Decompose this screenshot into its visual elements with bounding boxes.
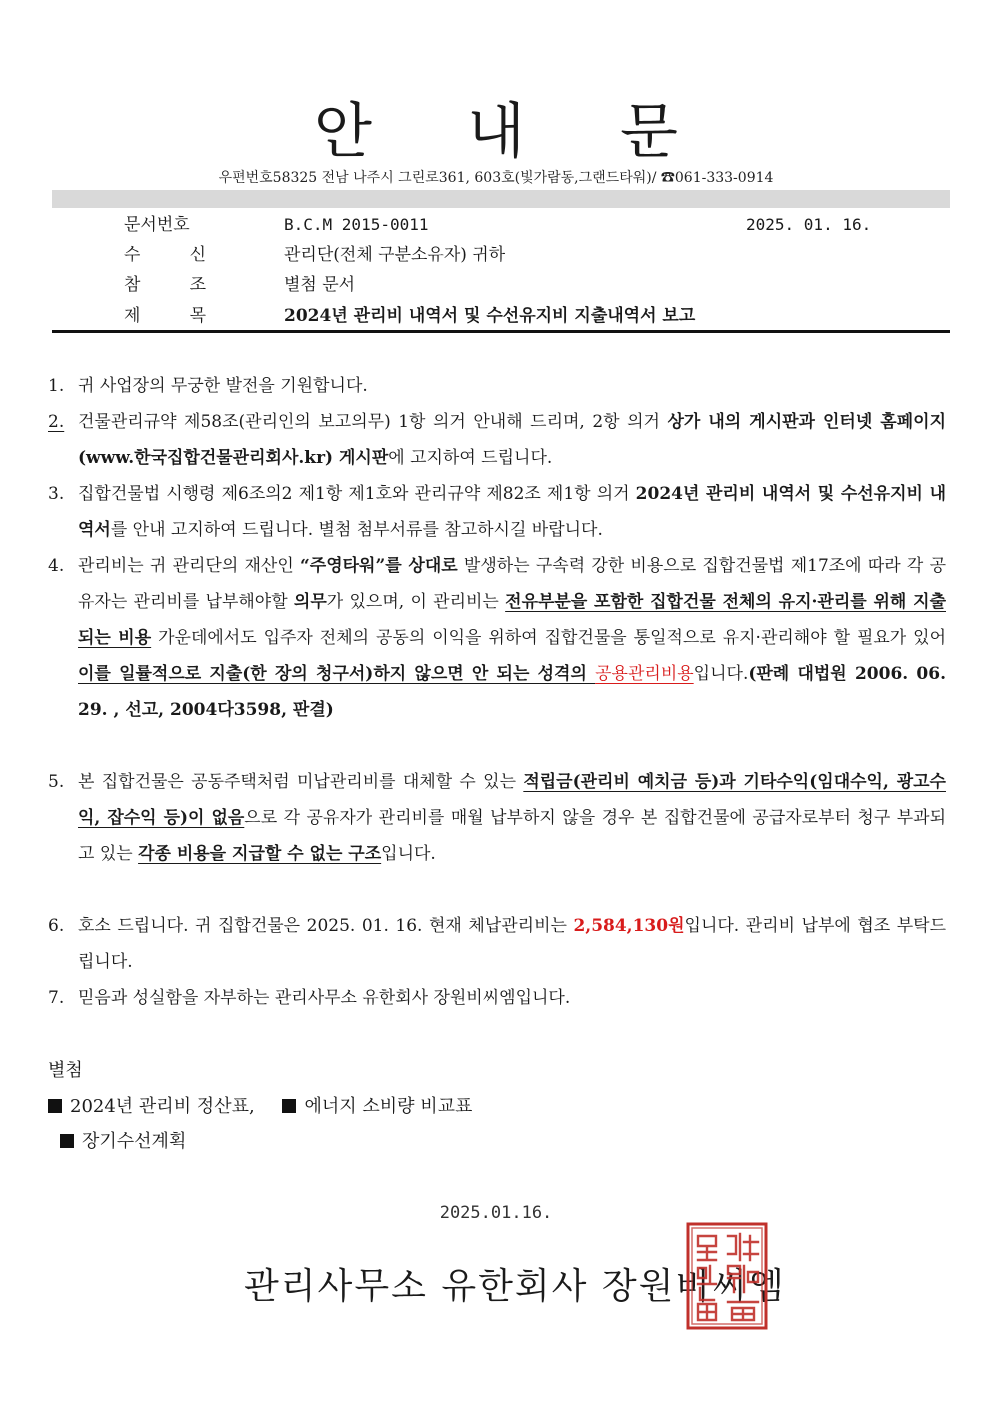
paragraph-6-text-c: 입니다. 관리비 납부에 협조 부탁드립니다. <box>78 916 946 972</box>
overdue-amount: 2,584,130원 <box>573 916 685 936</box>
paragraph-4-text-f: 전유부분을 포함한 집합건물 전체의 유지·관리를 위해 지출되는 비용 <box>78 592 946 648</box>
paragraph-5-text-a: 본 집합건물은 공동주택처럼 미납관리비를 대체할 수 있는 <box>78 772 524 792</box>
attachments-heading: 별첨 <box>48 1060 83 1081</box>
paragraph-4-text-h: 이를 일률적으로 지출(한 장의 청구서)하지 않으면 안 되는 성격의 <box>78 664 596 684</box>
paragraph-2-text-a: 건물관리규약 제58조(관리인의 보고의무) 1항 의거 안내해 드리며, 2항 의거 <box>78 412 668 432</box>
paragraph-4-text-e: 가 있으며, 이 관리비는 <box>326 592 506 612</box>
sender-address: 우편번호58325 전남 나주시 그린로361, 603호(빛가람동,그랜드타워)/ ☎061-333-0914 <box>218 170 774 186</box>
paragraph-4-text-i: 공용관리비용 <box>595 664 694 684</box>
subject-label-a: 제 <box>124 306 141 326</box>
paragraph-2-number: 2. <box>48 412 65 432</box>
recipient-value: 관리단(전체 구분소유자) 귀하 <box>284 245 506 265</box>
paragraph-4-text-d: 의무 <box>293 592 327 612</box>
paragraph-4-text-c: 발생하는 구속력 강한 비용으로 집합건물법 제17조에 따라 각 공유자는 관리비를 납부해야할 <box>78 556 946 612</box>
recipient-label-b: 신 <box>189 245 206 265</box>
square-bullet-icon <box>282 1099 296 1113</box>
square-bullet-icon <box>60 1134 74 1148</box>
paragraph-3 <box>48 476 946 548</box>
paragraph-2-text-b: 상가 내의 게시판과 인터넷 홈페이지(www.한국집합건물관리회사.kr) 게시판 <box>78 412 946 468</box>
paragraph-1 <box>48 368 946 404</box>
paragraph-5 <box>48 764 946 872</box>
official-seal-stamp <box>686 1222 768 1330</box>
document-date: 2025. 01. 16. <box>746 215 872 234</box>
paragraph-5-number: 5. <box>48 772 65 792</box>
attachment-row-1 <box>48 1094 472 1120</box>
attachment-item-2: 에너지 소비량 비교표 <box>304 1096 473 1117</box>
doc-no-label: 문서번호 <box>124 215 190 235</box>
reference-value: 별첨 문서 <box>284 275 356 295</box>
paragraph-3-text-b: 2024년 관리비 내역서 및 수선유지비 내역서 <box>78 484 946 540</box>
subject-label <box>124 303 206 329</box>
square-bullet-icon <box>48 1099 62 1113</box>
attachment-row-2 <box>60 1129 186 1155</box>
signer-name: 관리사무소 유한회사 장원비씨엠 <box>244 1266 786 1307</box>
paragraph-3-text-a: 집합건물법 시행령 제6조의2 제1항 제1호와 관리규약 제82조 제1항 의거 <box>78 484 636 504</box>
attachment-item-3: 장기수선계획 <box>82 1131 187 1152</box>
paragraph-2-text-c: 에 고지하여 드립니다. <box>388 448 553 468</box>
footer-date: 2025.01.16. <box>439 1203 553 1223</box>
doc-no-value: B.C.M 2015-0011 <box>284 215 429 234</box>
paragraph-3-text-c: 를 안내 고지하여 드립니다. 별첨 첨부서류를 참고하시길 바랍니다. <box>110 520 603 540</box>
paragraph-4-number: 4. <box>48 556 65 576</box>
paragraph-4-text-g: 가운데에서도 입주자 전체의 공동의 이익을 위하여 집합건물을 통일적으로 유지·관리해야 할 필요가 있어 <box>151 628 946 648</box>
paragraph-5-text-c: 으로 각 공유자가 관리비를 매월 납부하지 않을 경우 본 집합건물에 공급자로부터 청구 부과되고 있는 <box>78 808 946 864</box>
header-rule <box>52 330 950 333</box>
paragraph-5-text-e: 입니다. <box>381 844 436 864</box>
paragraph-5-text-b: 적립금(관리비 예치금 등)과 기타수익(임대수익, 광고수익, 잡수익 등)이 없음 <box>78 772 946 828</box>
reference-label-a: 참 <box>124 275 141 295</box>
recipient-label-a: 수 <box>124 245 141 265</box>
header-divider-bar <box>52 190 950 208</box>
reference-label-b: 조 <box>189 275 206 295</box>
paragraph-4-text-k: (판례 대법원 2006. 06. 29. , 선고, 2004다3598, 판결) <box>78 664 946 720</box>
paragraph-4-text-j: 입니다. <box>693 664 749 684</box>
paragraph-5-text-d: 각종 비용을 지급할 수 없는 구조 <box>138 844 382 864</box>
attachment-item-1: 2024년 관리비 정산표, <box>70 1096 255 1117</box>
reference-label <box>124 272 206 298</box>
paragraph-1-number: 1. <box>48 376 65 396</box>
paragraph-4-text-a: 관리비는 귀 관리단의 재산인 <box>78 556 301 576</box>
paragraph-6-text-a: 호소 드립니다. 귀 집합건물은 2025. 01. 16. 현재 체납관리비는 <box>78 916 574 936</box>
paragraph-1-text: 귀 사업장의 무궁한 발전을 기원합니다. <box>78 376 368 396</box>
paragraph-7-number: 7. <box>48 988 65 1008</box>
paragraph-6 <box>48 908 946 980</box>
subject-value: 2024년 관리비 내역서 및 수선유지비 지출내역서 보고 <box>284 306 696 326</box>
paragraph-3-number: 3. <box>48 484 65 504</box>
recipient-label <box>124 242 206 268</box>
paragraph-7 <box>48 980 946 1016</box>
paragraph-7-text: 믿음과 성실함을 자부하는 관리사무소 유한회사 장원비씨엠입니다. <box>78 988 571 1008</box>
subject-label-b: 목 <box>189 306 206 326</box>
paragraph-2 <box>48 404 946 476</box>
paragraph-6-number: 6. <box>48 916 65 936</box>
paragraph-4 <box>48 548 946 728</box>
paragraph-4-text-b: “주영타워”를 상대로 <box>300 556 458 576</box>
document-title: 안 내 문 <box>313 97 717 167</box>
